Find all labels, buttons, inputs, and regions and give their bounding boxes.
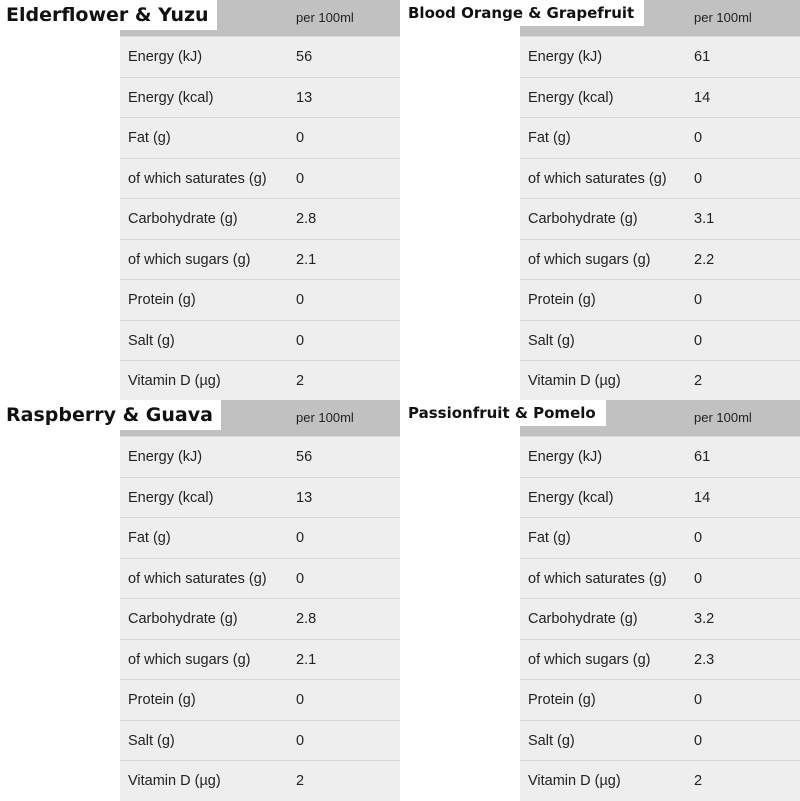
- table-row: [520, 720, 800, 761]
- nutrient-label: of which saturates (g): [128, 570, 267, 587]
- nutrient-label: of which sugars (g): [528, 251, 651, 268]
- nutrition-table: [520, 400, 800, 801]
- per-100ml-header: per 100ml: [694, 10, 752, 25]
- table-row: [520, 36, 800, 77]
- nutrient-value: 0: [694, 692, 703, 708]
- table-row: [120, 598, 400, 639]
- nutrient-label: Energy (kcal): [128, 89, 214, 106]
- nutrient-value: 0: [296, 170, 305, 187]
- table-row: [120, 639, 400, 680]
- table-row: [520, 477, 800, 518]
- nutrient-value: 0: [296, 332, 305, 349]
- nutrient-label: of which saturates (g): [128, 170, 267, 187]
- nutrient-label: Energy (kcal): [528, 89, 614, 106]
- nutrient-value: 0: [694, 170, 703, 187]
- table-row: [120, 36, 400, 77]
- table-row: [120, 279, 400, 320]
- nutrient-label: Vitamin D (µg): [128, 773, 221, 789]
- table-row: [520, 239, 800, 280]
- nutrient-value: 61: [694, 49, 711, 65]
- table-row: [520, 320, 800, 361]
- nutrient-label: Protein (g): [528, 692, 596, 708]
- table-row: [120, 679, 400, 720]
- table-row: [520, 360, 800, 401]
- nutrient-label: Fat (g): [528, 130, 571, 146]
- nutrient-value: 2.1: [296, 651, 317, 668]
- nutrient-value: 0: [296, 292, 305, 308]
- product-title: Blood Orange & Grapefruit: [400, 0, 644, 26]
- nutrient-value: 0: [296, 570, 305, 587]
- table-row: [120, 198, 400, 239]
- table-row: [520, 517, 800, 558]
- nutrient-value: 2.1: [296, 251, 317, 268]
- nutrient-label: Salt (g): [128, 732, 175, 749]
- nutrient-value: 13: [296, 489, 313, 506]
- nutrient-label: Protein (g): [128, 692, 196, 708]
- nutrient-value: 0: [694, 570, 703, 587]
- nutrient-label: Protein (g): [128, 292, 196, 308]
- table-row: [520, 279, 800, 320]
- table-row: [520, 436, 800, 477]
- product-title: Elderflower & Yuzu: [0, 0, 217, 30]
- table-row: [120, 77, 400, 118]
- nutrient-value: 2: [296, 373, 305, 389]
- per-100ml-header: per 100ml: [296, 410, 354, 425]
- table-row: [120, 517, 400, 558]
- nutrient-label: Salt (g): [528, 332, 575, 349]
- nutrient-value: 56: [296, 49, 313, 65]
- per-100ml-header: per 100ml: [694, 410, 752, 425]
- table-row: [520, 77, 800, 118]
- table-row: [520, 158, 800, 199]
- nutrient-value: 14: [694, 489, 711, 506]
- table-row: [120, 158, 400, 199]
- nutrient-value: 2.8: [296, 611, 317, 627]
- table-row: [120, 320, 400, 361]
- nutrient-value: 0: [296, 732, 305, 749]
- nutrition-table: [120, 0, 400, 401]
- nutrient-label: Protein (g): [528, 292, 596, 308]
- nutrient-value: 61: [694, 449, 711, 465]
- nutrient-label: Energy (kcal): [528, 489, 614, 506]
- table-row: [520, 198, 800, 239]
- table-row: [120, 477, 400, 518]
- nutrient-value: 0: [694, 292, 703, 308]
- table-row: [520, 558, 800, 599]
- product-title: Passionfruit & Pomelo: [400, 400, 606, 426]
- nutrient-label: Salt (g): [128, 332, 175, 349]
- nutrient-value: 0: [296, 530, 305, 546]
- nutrient-value: 0: [296, 692, 305, 708]
- nutrient-label: Carbohydrate (g): [528, 611, 638, 627]
- nutrient-label: of which saturates (g): [528, 570, 667, 587]
- nutrient-value: 0: [694, 732, 703, 749]
- nutrient-value: 13: [296, 89, 313, 106]
- nutrient-label: Salt (g): [528, 732, 575, 749]
- table-row: [520, 679, 800, 720]
- nutrient-label: Carbohydrate (g): [128, 211, 238, 227]
- nutrient-label: Carbohydrate (g): [128, 611, 238, 627]
- nutrient-label: Fat (g): [528, 530, 571, 546]
- nutrient-label: of which saturates (g): [528, 170, 667, 187]
- nutrient-label: Energy (kJ): [128, 449, 203, 465]
- nutrient-value: 2.3: [694, 651, 715, 668]
- nutrient-value: 3.2: [694, 611, 715, 627]
- table-row: [120, 558, 400, 599]
- nutrient-label: Vitamin D (µg): [528, 773, 621, 789]
- table-row: [120, 239, 400, 280]
- nutrient-label: Energy (kJ): [128, 49, 203, 65]
- nutrient-value: 0: [694, 332, 703, 349]
- nutrient-value: 14: [694, 89, 711, 106]
- nutrient-label: Energy (kcal): [128, 489, 214, 506]
- table-row: [120, 360, 400, 401]
- nutrient-label: of which sugars (g): [128, 251, 251, 268]
- nutrient-value: 2.8: [296, 211, 317, 227]
- nutrient-value: 3.1: [694, 211, 715, 227]
- nutrition-table: [120, 400, 400, 801]
- nutrient-value: 2: [694, 373, 703, 389]
- table-row: [120, 436, 400, 477]
- nutrient-value: 2: [694, 773, 703, 789]
- table-row: [520, 760, 800, 801]
- nutrient-label: Fat (g): [128, 530, 171, 546]
- table-row: [120, 117, 400, 158]
- nutrient-label: Carbohydrate (g): [528, 211, 638, 227]
- nutrient-label: Vitamin D (µg): [128, 373, 221, 389]
- product-title: Raspberry & Guava: [0, 400, 221, 430]
- nutrient-label: Vitamin D (µg): [528, 373, 621, 389]
- table-row: [520, 598, 800, 639]
- nutrient-value: 0: [296, 130, 305, 146]
- table-row: [120, 720, 400, 761]
- nutrient-value: 0: [694, 130, 703, 146]
- nutrient-label: of which sugars (g): [128, 651, 251, 668]
- nutrient-label: Energy (kJ): [528, 449, 603, 465]
- nutrient-value: 2.2: [694, 251, 715, 268]
- nutrition-table: [520, 0, 800, 401]
- nutrient-label: of which sugars (g): [528, 651, 651, 668]
- table-row: [520, 639, 800, 680]
- nutrient-label: Fat (g): [128, 130, 171, 146]
- nutrient-value: 56: [296, 449, 313, 465]
- nutrient-label: Energy (kJ): [528, 49, 603, 65]
- per-100ml-header: per 100ml: [296, 10, 354, 25]
- nutrient-value: 2: [296, 773, 305, 789]
- nutrient-value: 0: [694, 530, 703, 546]
- table-row: [120, 760, 400, 801]
- table-row: [520, 117, 800, 158]
